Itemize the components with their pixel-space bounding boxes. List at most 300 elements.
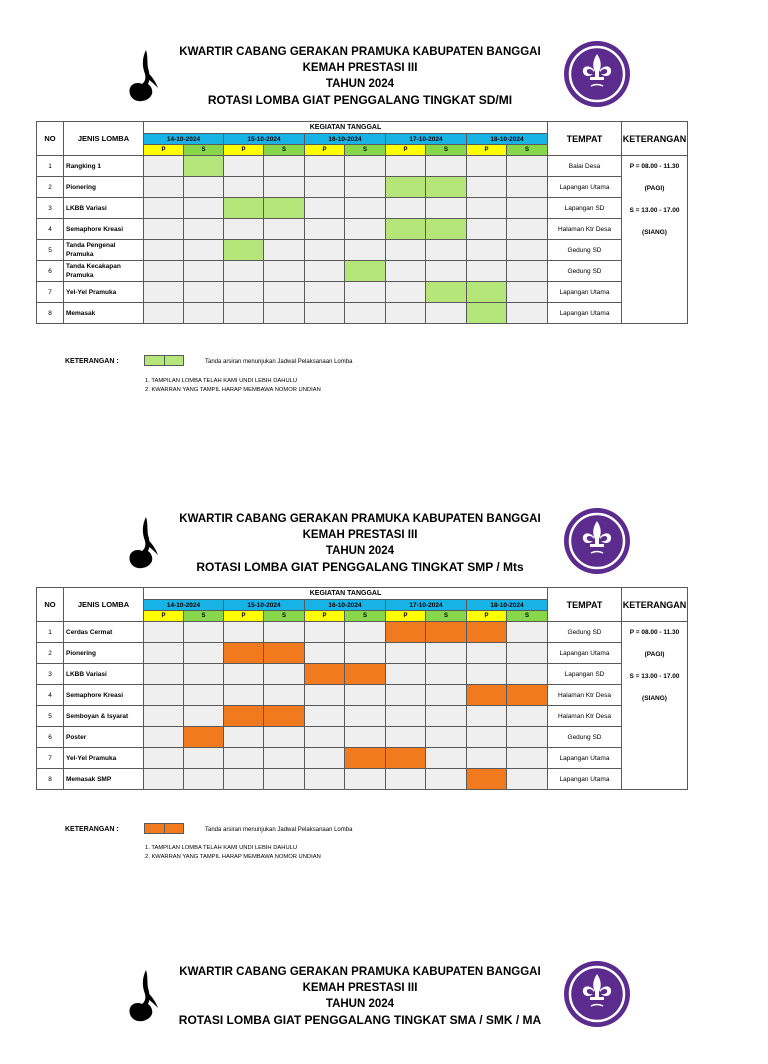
col-kegiatan-header: KEGIATAN TANGGAL <box>144 588 548 600</box>
schedule-cell <box>264 748 305 769</box>
row-jenis-lomba: Pionering <box>64 643 144 664</box>
schedule-cell <box>386 706 426 727</box>
schedule-cell <box>426 240 467 261</box>
session-s-header: S <box>426 145 467 156</box>
session-s-header: S <box>507 611 548 622</box>
schedule-cell <box>224 219 264 240</box>
schedule-cell <box>184 706 224 727</box>
schedule-cell <box>184 685 224 706</box>
schedule-cell <box>144 643 184 664</box>
schedule-cell <box>305 156 345 177</box>
row-tempat: Lapangan Utama <box>548 769 622 790</box>
schedule-cell <box>507 261 548 282</box>
schedule-table <box>36 587 688 790</box>
schedule-cell <box>386 664 426 685</box>
schedule-cell <box>426 664 467 685</box>
schedule-cell <box>305 706 345 727</box>
schedule-cell <box>386 198 426 219</box>
schedule-cell <box>467 240 507 261</box>
table-header-row <box>37 588 688 600</box>
keterangan-line: P = 08.00 - 11.30 <box>629 629 680 636</box>
table-row <box>37 706 688 727</box>
schedule-cell-shaded <box>386 219 426 240</box>
schedule-cell-shaded <box>426 219 467 240</box>
schedule-cell <box>305 198 345 219</box>
schedule-cell <box>144 664 184 685</box>
row-number: 7 <box>37 748 64 769</box>
note-item: 2. KWARRAN YANG TAMPIL HARAP MEMBAWA NOMOR UNDIAN <box>145 854 321 860</box>
row-jenis-lomba: Pionering <box>64 177 144 198</box>
schedule-cell-shaded <box>264 643 305 664</box>
row-tempat: Lapangan Utama <box>548 177 622 198</box>
schedule-cell <box>184 664 224 685</box>
schedule-cell <box>305 261 345 282</box>
schedule-cell <box>426 303 467 324</box>
schedule-cell <box>144 198 184 219</box>
schedule-cell <box>345 198 386 219</box>
schedule-cell <box>345 240 386 261</box>
schedule-cell <box>305 748 345 769</box>
schedule-cell-shaded <box>426 282 467 303</box>
schedule-cell <box>507 282 548 303</box>
row-number: 6 <box>37 727 64 748</box>
schedule-cell-shaded <box>507 685 548 706</box>
schedule-cell <box>224 622 264 643</box>
schedule-cell <box>386 769 426 790</box>
note-item: 1. TAMPILAN LOMBA TELAH KAMI UNDI LEBIH DAHULU <box>145 378 298 384</box>
session-s-header: S <box>264 611 305 622</box>
col-no-header: NO <box>37 122 64 156</box>
col-tempat-header: TEMPAT <box>548 122 622 156</box>
schedule-cell <box>224 303 264 324</box>
schedule-cell <box>144 748 184 769</box>
header-year: TAHUN 2024 <box>325 998 395 1010</box>
tunas-kelapa-logo-icon <box>126 515 162 573</box>
schedule-cell-shaded <box>467 282 507 303</box>
row-jenis-lomba: Yel-Yel Pramuka <box>64 748 144 769</box>
schedule-cell <box>345 727 386 748</box>
header-event: KEMAH PRESTASI III <box>302 529 418 541</box>
schedule-cell <box>345 219 386 240</box>
schedule-cell <box>184 177 224 198</box>
schedule-cell <box>345 685 386 706</box>
schedule-cell <box>264 240 305 261</box>
row-jenis-lomba: LKBB Variasi <box>64 198 144 219</box>
schedule-cell <box>305 177 345 198</box>
row-jenis-lomba: Semaphore Kreasi <box>64 219 144 240</box>
table-row <box>37 261 688 282</box>
col-keterangan-header: KETERANGAN <box>622 588 688 622</box>
schedule-cell <box>507 240 548 261</box>
schedule-cell <box>345 282 386 303</box>
table-row <box>37 156 688 177</box>
schedule-cell <box>144 282 184 303</box>
date-header: 17-10-2024 <box>386 134 467 145</box>
row-number: 1 <box>37 622 64 643</box>
table-row <box>37 643 688 664</box>
row-jenis-lomba: Memasak <box>64 303 144 324</box>
table-row <box>37 769 688 790</box>
notes <box>145 844 321 862</box>
schedule-cell <box>184 303 224 324</box>
table-row <box>37 240 688 261</box>
row-number: 5 <box>37 706 64 727</box>
schedule-cell <box>264 177 305 198</box>
session-p-header: P <box>224 611 264 622</box>
row-number: 8 <box>37 303 64 324</box>
schedule-cell <box>386 303 426 324</box>
table-row <box>37 219 688 240</box>
schedule-cell-shaded <box>264 198 305 219</box>
schedule-cell <box>144 156 184 177</box>
schedule-cell <box>224 727 264 748</box>
row-number: 1 <box>37 156 64 177</box>
date-header: 15-10-2024 <box>224 134 305 145</box>
session-p-header: P <box>467 145 507 156</box>
schedule-cell <box>144 769 184 790</box>
schedule-cell <box>467 219 507 240</box>
row-number: 3 <box>37 198 64 219</box>
session-s-header: S <box>184 145 224 156</box>
schedule-cell <box>467 177 507 198</box>
table-header-row <box>37 122 688 134</box>
row-jenis-lomba: Poster <box>64 727 144 748</box>
keterangan-line: P = 08.00 - 11.30 <box>629 163 680 170</box>
row-tempat: Balai Desa <box>548 156 622 177</box>
schedule-cell <box>426 261 467 282</box>
row-jenis-lomba: Semaphore Kreasi <box>64 685 144 706</box>
keterangan-line: (SIANG) <box>642 229 667 236</box>
schedule-cell <box>386 727 426 748</box>
keterangan-line: (SIANG) <box>642 695 667 702</box>
schedule-cell-shaded <box>467 769 507 790</box>
schedule-cell <box>224 156 264 177</box>
row-tempat: Halaman Ktr Desa <box>548 685 622 706</box>
table-row <box>37 282 688 303</box>
schedule-cell <box>305 643 345 664</box>
schedule-cell <box>264 303 305 324</box>
header-year: TAHUN 2024 <box>325 78 395 90</box>
schedule-cell-shaded <box>345 664 386 685</box>
date-header: 15-10-2024 <box>224 600 305 611</box>
row-number: 3 <box>37 664 64 685</box>
schedule-cell <box>426 748 467 769</box>
keterangan-line: (PAGI) <box>644 185 665 192</box>
schedule-cell <box>264 727 305 748</box>
schedule-cell-shaded <box>224 198 264 219</box>
schedule-cell <box>426 769 467 790</box>
schedule-cell <box>144 685 184 706</box>
wosm-emblem-icon <box>563 960 631 1028</box>
row-jenis-lomba: Yel-Yel Pramuka <box>64 282 144 303</box>
row-number: 5 <box>37 240 64 261</box>
schedule-cell <box>184 622 224 643</box>
wosm-emblem-icon <box>563 40 631 108</box>
schedule-cell-shaded <box>224 706 264 727</box>
row-tempat: Lapangan Utama <box>548 303 622 324</box>
schedule-cell <box>467 706 507 727</box>
schedule-cell-shaded <box>386 748 426 769</box>
row-tempat: Lapangan Utama <box>548 643 622 664</box>
schedule-cell <box>426 685 467 706</box>
schedule-cell <box>144 622 184 643</box>
tunas-kelapa-logo-icon <box>126 968 162 1026</box>
schedule-cell <box>224 177 264 198</box>
row-jenis-lomba: Cerdas Cermat <box>64 622 144 643</box>
schedule-cell <box>507 156 548 177</box>
schedule-cell <box>144 177 184 198</box>
table-row <box>37 748 688 769</box>
session-s-header: S <box>184 611 224 622</box>
schedule-cell <box>467 261 507 282</box>
schedule-cell <box>184 643 224 664</box>
session-s-header: S <box>426 611 467 622</box>
schedule-cell-shaded <box>386 177 426 198</box>
header-event: KEMAH PRESTASI III <box>302 62 418 74</box>
col-tempat-header: TEMPAT <box>548 588 622 622</box>
schedule-cell <box>184 219 224 240</box>
schedule-cell <box>144 706 184 727</box>
schedule-cell <box>184 748 224 769</box>
schedule-cell <box>224 685 264 706</box>
legend-description: Tanda arsiran menunjukan Jadwal Pelaksanaan Lomba <box>205 827 353 833</box>
table-row <box>37 727 688 748</box>
table-row <box>37 685 688 706</box>
schedule-cell <box>184 282 224 303</box>
schedule-cell <box>467 727 507 748</box>
schedule-cell <box>224 261 264 282</box>
schedule-cell <box>507 198 548 219</box>
col-keterangan-header: KETERANGAN <box>622 122 688 156</box>
schedule-cell-shaded <box>305 664 345 685</box>
schedule-cell <box>467 156 507 177</box>
note-item: 2. KWARRAN YANG TAMPIL HARAP MEMBAWA NOMOR UNDIAN <box>145 387 321 393</box>
row-tempat: Gedung SD <box>548 261 622 282</box>
legend-label: KETERANGAN : <box>65 826 119 833</box>
session-s-header: S <box>345 611 386 622</box>
row-jenis-lomba: Tanda Kecakapan Pramuka <box>64 261 144 282</box>
schedule-cell <box>507 706 548 727</box>
schedule-cell <box>144 219 184 240</box>
schedule-cell <box>426 643 467 664</box>
table-row <box>37 664 688 685</box>
schedule-cell <box>264 664 305 685</box>
row-jenis-lomba: Rangking 1 <box>64 156 144 177</box>
legend-label: KETERANGAN : <box>65 358 119 365</box>
row-tempat: Lapangan Utama <box>548 282 622 303</box>
schedule-cell <box>507 664 548 685</box>
schedule-cell <box>426 198 467 219</box>
schedule-cell-shaded <box>184 727 224 748</box>
session-p-header: P <box>144 145 184 156</box>
row-tempat: Lapangan Utama <box>548 748 622 769</box>
schedule-cell <box>264 282 305 303</box>
schedule-cell <box>386 685 426 706</box>
row-number: 8 <box>37 769 64 790</box>
schedule-cell-shaded <box>467 685 507 706</box>
schedule-cell <box>345 706 386 727</box>
note-item: 1. TAMPILAN LOMBA TELAH KAMI UNDI LEBIH DAHULU <box>145 845 298 851</box>
schedule-cell <box>426 156 467 177</box>
wosm-emblem-icon <box>563 507 631 575</box>
header-title: ROTASI LOMBA GIAT PENGGALANG TINGKAT SD/MI <box>207 93 513 107</box>
schedule-cell <box>345 622 386 643</box>
schedule-cell <box>386 282 426 303</box>
header-org: KWARTIR CABANG GERAKAN PRAMUKA KABUPATEN BANGGAI <box>179 513 541 525</box>
col-no-header: NO <box>37 588 64 622</box>
col-jenis-header: JENIS LOMBA <box>64 588 144 622</box>
schedule-cell <box>224 282 264 303</box>
schedule-cell <box>305 769 345 790</box>
row-number: 7 <box>37 282 64 303</box>
schedule-cell <box>144 261 184 282</box>
date-header: 14-10-2024 <box>144 134 224 145</box>
row-number: 4 <box>37 219 64 240</box>
session-p-header: P <box>386 611 426 622</box>
col-jenis-header: JENIS LOMBA <box>64 122 144 156</box>
document-header <box>0 964 768 1064</box>
tunas-kelapa-logo-icon <box>126 48 162 106</box>
row-tempat: Gedung SD <box>548 622 622 643</box>
schedule-cell <box>305 282 345 303</box>
schedule-cell <box>386 156 426 177</box>
date-header: 18-10-2024 <box>467 134 548 145</box>
schedule-cell <box>345 769 386 790</box>
row-tempat: Gedung SD <box>548 240 622 261</box>
session-s-header: S <box>345 145 386 156</box>
session-p-header: P <box>305 611 345 622</box>
schedule-cell <box>305 219 345 240</box>
row-number: 2 <box>37 643 64 664</box>
row-jenis-lomba: Memasak SMP <box>64 769 144 790</box>
session-s-header: S <box>507 145 548 156</box>
schedule-cell <box>467 748 507 769</box>
schedule-cell <box>264 769 305 790</box>
schedule-cell-shaded <box>184 156 224 177</box>
schedule-cell-shaded <box>467 303 507 324</box>
schedule-cell-shaded <box>264 706 305 727</box>
schedule-cell <box>507 219 548 240</box>
table-row <box>37 198 688 219</box>
row-number: 4 <box>37 685 64 706</box>
header-event: KEMAH PRESTASI III <box>302 982 418 994</box>
row-tempat: Lapangan SD <box>548 664 622 685</box>
row-tempat: Gedung SD <box>548 727 622 748</box>
row-tempat: Lapangan SD <box>548 198 622 219</box>
schedule-cell <box>224 748 264 769</box>
session-p-header: P <box>144 611 184 622</box>
schedule-cell <box>144 240 184 261</box>
schedule-cell <box>507 643 548 664</box>
schedule-cell-shaded <box>345 748 386 769</box>
schedule-cell-shaded <box>426 177 467 198</box>
schedule-cell <box>386 261 426 282</box>
keterangan-cell <box>622 622 688 790</box>
schedule-cell <box>264 261 305 282</box>
schedule-cell <box>426 706 467 727</box>
schedule-cell <box>305 240 345 261</box>
row-jenis-lomba: Semboyan & Isyarat <box>64 706 144 727</box>
schedule-cell <box>264 156 305 177</box>
session-p-header: P <box>305 145 345 156</box>
schedule-cell <box>386 643 426 664</box>
schedule-cell <box>426 727 467 748</box>
row-tempat: Halaman Ktr Desa <box>548 219 622 240</box>
row-number: 6 <box>37 261 64 282</box>
schedule-cell <box>264 219 305 240</box>
date-header: 14-10-2024 <box>144 600 224 611</box>
schedule-cell <box>184 198 224 219</box>
schedule-cell <box>144 303 184 324</box>
keterangan-line: (PAGI) <box>644 651 665 658</box>
schedule-cell-shaded <box>386 622 426 643</box>
schedule-cell <box>224 664 264 685</box>
schedule-cell-shaded <box>426 622 467 643</box>
schedule-cell <box>305 685 345 706</box>
schedule-cell <box>184 240 224 261</box>
header-org: KWARTIR CABANG GERAKAN PRAMUKA KABUPATEN BANGGAI <box>179 966 541 978</box>
header-title: ROTASI LOMBA GIAT PENGGALANG TINGKAT SMA / SMK / MA <box>178 1013 542 1027</box>
session-s-header: S <box>264 145 305 156</box>
schedule-cell <box>345 303 386 324</box>
date-header: 16-10-2024 <box>305 134 386 145</box>
schedule-cell <box>507 748 548 769</box>
table-row <box>37 177 688 198</box>
schedule-cell <box>467 198 507 219</box>
keterangan-line: S = 13.00 - 17.00 <box>629 673 680 680</box>
schedule-cell <box>507 177 548 198</box>
schedule-cell <box>305 727 345 748</box>
date-header: 16-10-2024 <box>305 600 386 611</box>
legend-swatch <box>144 823 184 834</box>
schedule-cell <box>507 727 548 748</box>
schedule-cell <box>264 622 305 643</box>
date-header: 17-10-2024 <box>386 600 467 611</box>
row-number: 2 <box>37 177 64 198</box>
schedule-cell <box>305 303 345 324</box>
schedule-table <box>36 121 688 324</box>
header-title: ROTASI LOMBA GIAT PENGGALANG TINGKAT SMP / Mts <box>196 560 524 574</box>
session-p-header: P <box>386 145 426 156</box>
header-org: KWARTIR CABANG GERAKAN PRAMUKA KABUPATEN BANGGAI <box>179 46 541 58</box>
schedule-cell <box>224 769 264 790</box>
schedule-cell <box>507 622 548 643</box>
schedule-cell-shaded <box>224 643 264 664</box>
schedule-cell <box>264 685 305 706</box>
schedule-cell-shaded <box>467 622 507 643</box>
keterangan-line: S = 13.00 - 17.00 <box>629 207 680 214</box>
schedule-cell <box>184 261 224 282</box>
schedule-cell <box>467 664 507 685</box>
schedule-cell <box>386 240 426 261</box>
schedule-cell <box>345 643 386 664</box>
schedule-cell <box>507 303 548 324</box>
date-header: 18-10-2024 <box>467 600 548 611</box>
schedule-cell <box>345 177 386 198</box>
header-year: TAHUN 2024 <box>325 545 395 557</box>
schedule-cell <box>144 727 184 748</box>
table-row <box>37 622 688 643</box>
legend-description: Tanda arsiran menunjukan Jadwal Pelaksanaan Lomba <box>205 359 353 365</box>
row-tempat: Halaman Ktr Desa <box>548 706 622 727</box>
session-p-header: P <box>224 145 264 156</box>
table-row <box>37 303 688 324</box>
session-p-header: P <box>467 611 507 622</box>
schedule-cell <box>507 769 548 790</box>
schedule-cell <box>184 769 224 790</box>
row-jenis-lomba: Tanda Pengenal Pramuka <box>64 240 144 261</box>
notes <box>145 377 321 395</box>
